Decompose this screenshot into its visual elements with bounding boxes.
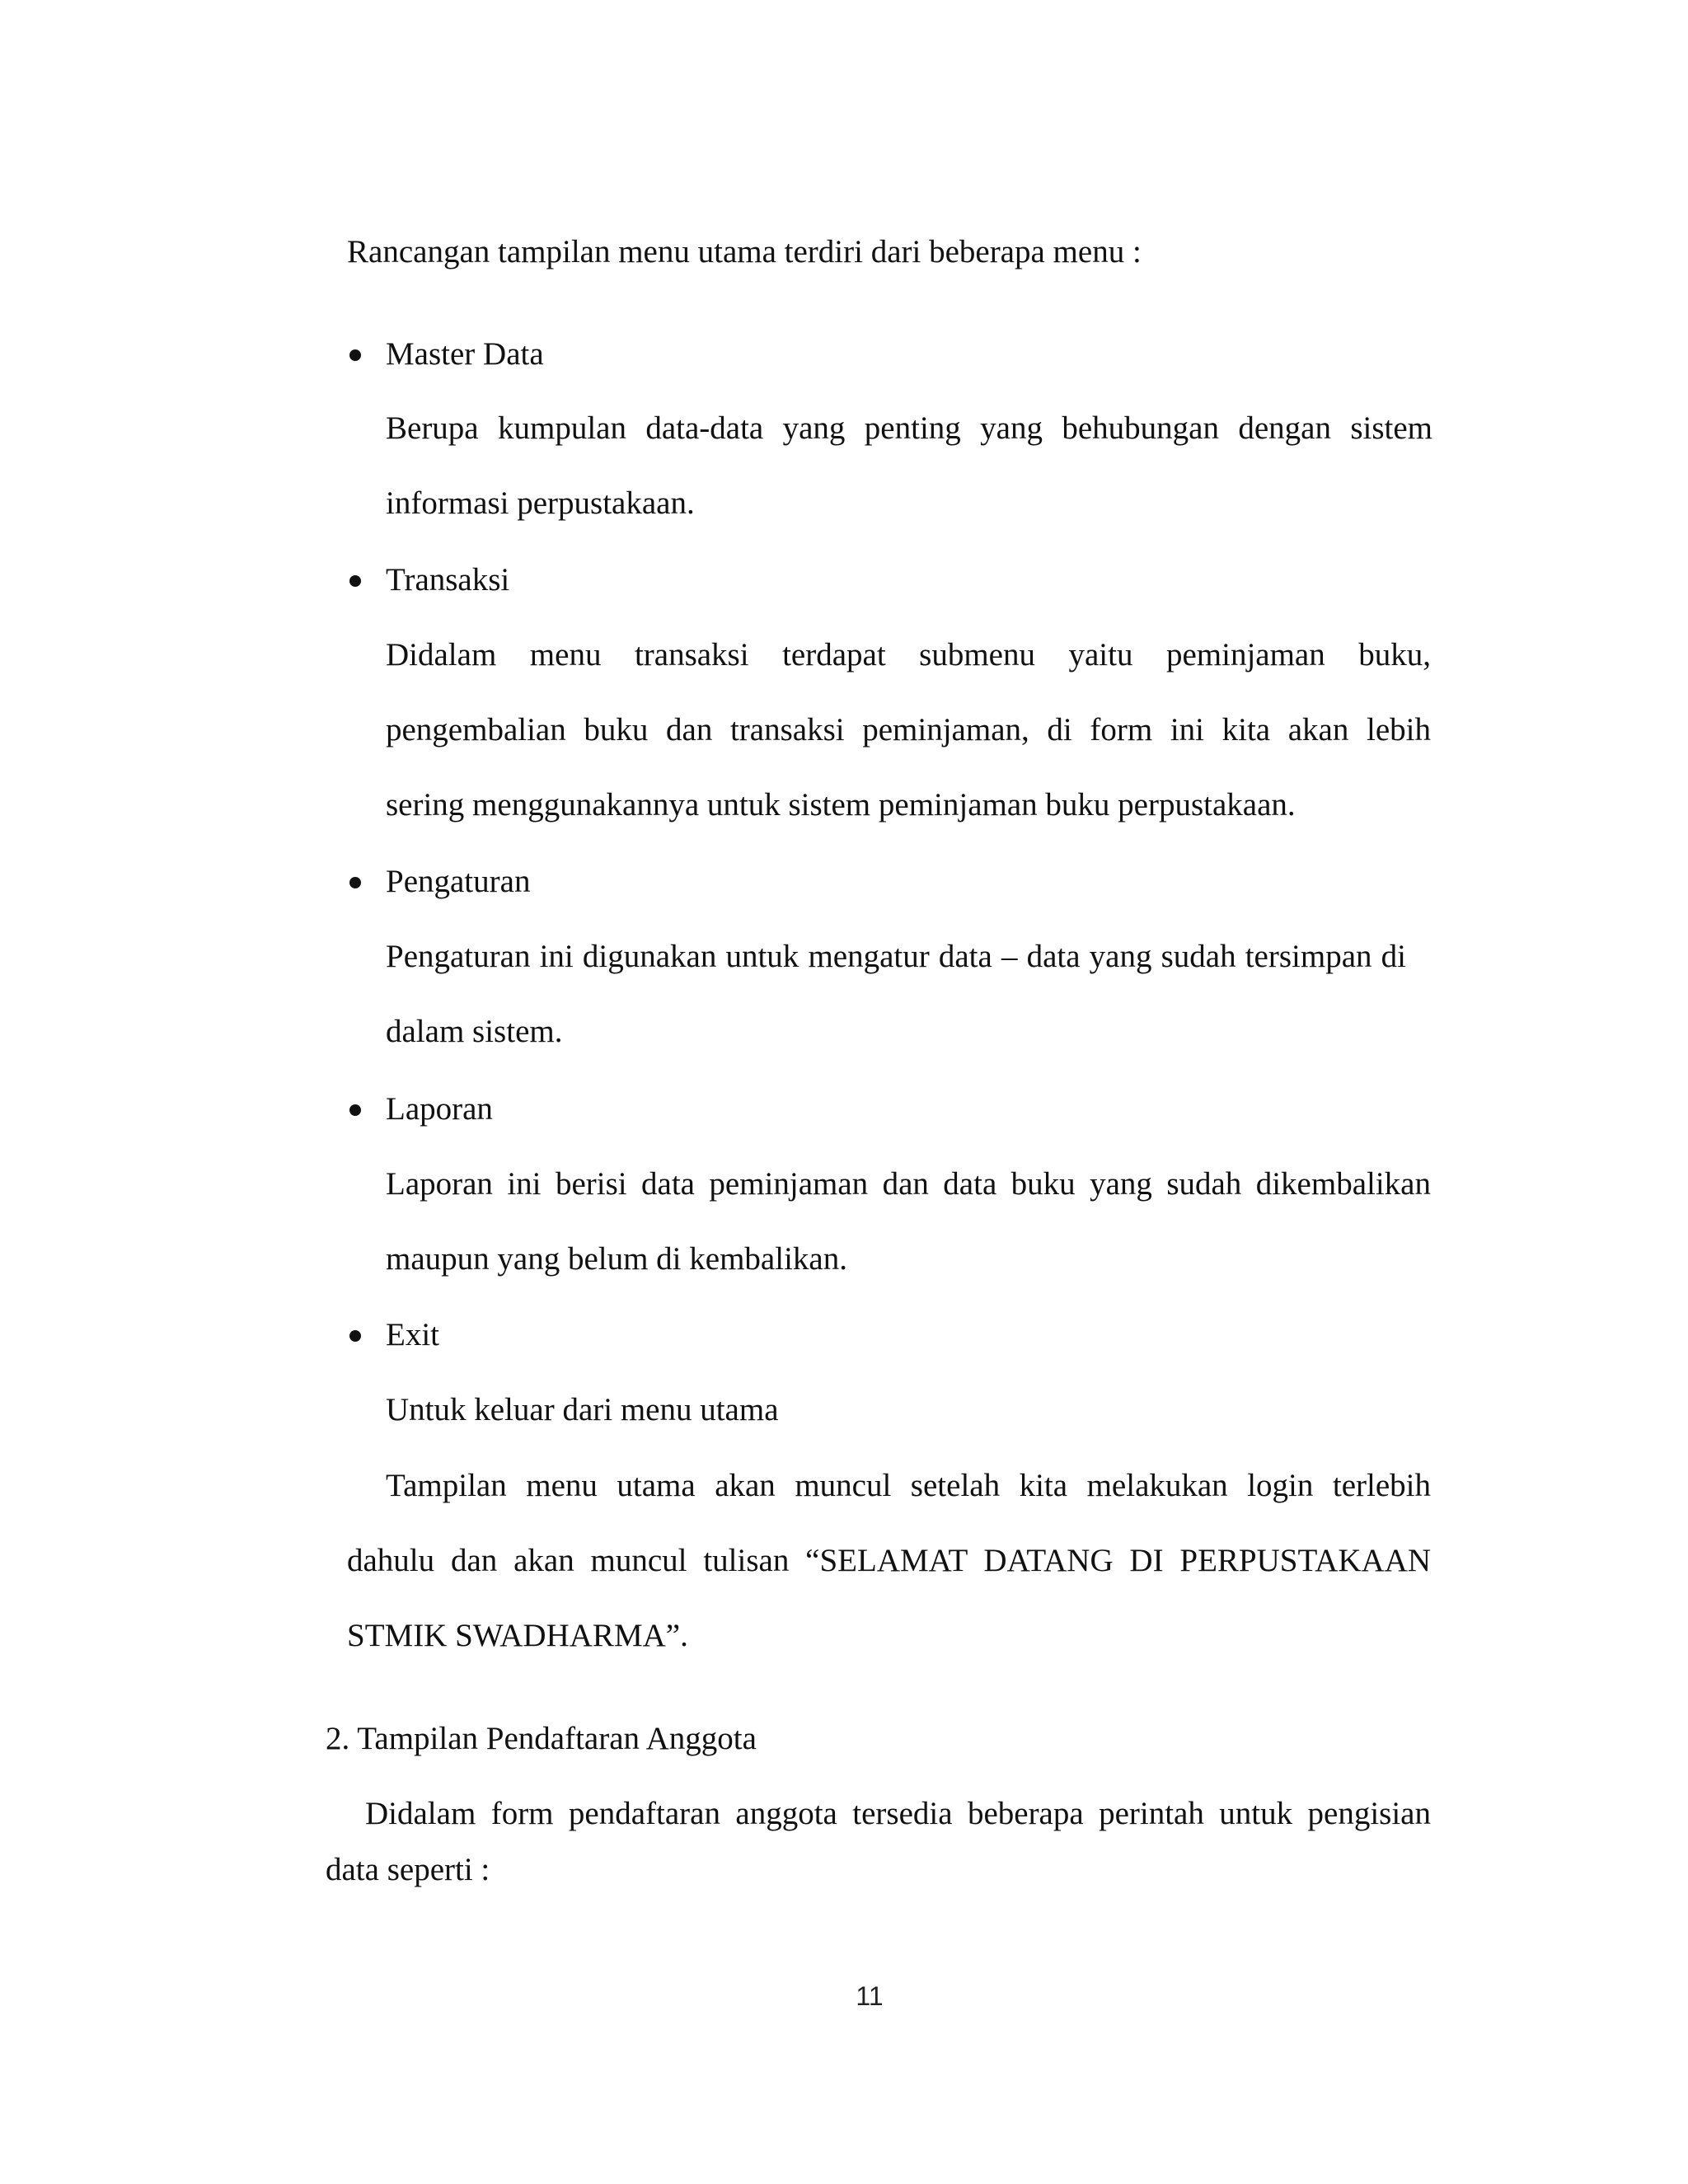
bullet-icon bbox=[349, 1330, 361, 1342]
list-item-description: Pengaturan ini digunakan untuk mengatur data – data yang sudah tersimpan di bbox=[386, 939, 1406, 974]
list-item-title: Master Data bbox=[386, 336, 544, 372]
list-item-title: Pengaturan bbox=[386, 864, 531, 899]
list-item-description: sering menggunakannya untuk sistem peminjaman buku perpustakaan. bbox=[386, 787, 1296, 823]
list-item-description: informasi perpustakaan. bbox=[386, 485, 695, 521]
closing-paragraph-line: dahulu dan akan muncul tulisan “SELAMAT DATANG DI PERPUSTAKAAN bbox=[347, 1543, 1431, 1578]
page-number: 11 bbox=[856, 1981, 884, 2011]
list-item-title: Exit bbox=[386, 1317, 439, 1352]
bullet-icon bbox=[349, 1104, 361, 1116]
bullet-icon bbox=[349, 877, 361, 888]
closing-paragraph-line: STMIK SWADHARMA”. bbox=[347, 1618, 688, 1653]
list-item-description: dalam sistem. bbox=[386, 1014, 563, 1049]
list-item-title: Laporan bbox=[386, 1091, 493, 1127]
list-item-description: Untuk keluar dari menu utama bbox=[386, 1392, 779, 1427]
list-item-description: Didalam menu transaksi terdapat submenu yaitu peminjaman buku, bbox=[386, 637, 1431, 673]
list-item-description: pengembalian buku dan transaksi peminjaman, di form ini kita akan lebih bbox=[386, 712, 1431, 748]
closing-paragraph-line: Tampilan menu utama akan muncul setelah kita melakukan login terlebih bbox=[386, 1468, 1431, 1503]
bullet-icon bbox=[349, 349, 361, 361]
list-item-description: Berupa kumpulan data-data yang penting yang behubungan dengan sistem bbox=[386, 410, 1432, 446]
list-item-description: maupun yang belum di kembalikan. bbox=[386, 1241, 847, 1277]
intro-paragraph: Rancangan tampilan menu utama terdiri dari beberapa menu : bbox=[347, 234, 1142, 269]
section-paragraph-line: data seperti : bbox=[326, 1852, 490, 1887]
list-item-description: Laporan ini berisi data peminjaman dan data buku yang sudah dikembalikan bbox=[386, 1166, 1431, 1202]
list-item-title: Transaksi bbox=[386, 562, 510, 598]
section-paragraph-line: Didalam form pendaftaran anggota tersedia beberapa perintah untuk pengisian bbox=[365, 1796, 1431, 1831]
section-heading: 2. Tampilan Pendaftaran Anggota bbox=[326, 1721, 757, 1756]
bullet-icon bbox=[349, 575, 361, 587]
